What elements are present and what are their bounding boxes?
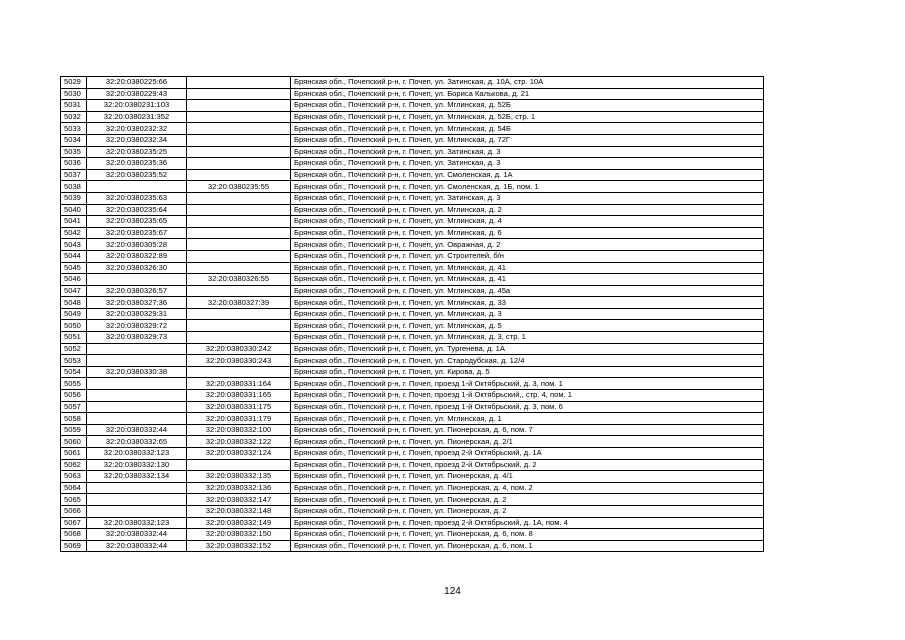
table-row — [61, 88, 764, 100]
address-cell: Брянская обл., Почепский р-н, г. Почеп, проезд 2-й Октябрьский, д. 1А, пом. 4 — [291, 517, 764, 529]
table-row — [61, 401, 764, 413]
address-cell: Брянская обл., Почепский р-н, г. Почеп, проезд 1-й Октябрьский,, стр. 4, пом. 1 — [291, 390, 764, 402]
address-cell: Брянская обл., Почепский р-н, г. Почеп, ул. Кирова, д. 5 — [291, 366, 764, 378]
table-row — [61, 320, 764, 332]
row-number-cell: 5055 — [61, 378, 87, 390]
building-cadastral-number-cell — [187, 88, 291, 100]
row-number-cell: 5038 — [61, 181, 87, 193]
land-cadastral-number-cell — [87, 505, 187, 517]
address-cell: Брянская обл., Почепский р-н, г. Почеп, ул. Мглинская, д. 3 — [291, 308, 764, 320]
address-cell: Брянская обл., Почепский р-н, г. Почеп, ул. Пионерская, д. 6, пом. 8 — [291, 529, 764, 541]
row-number-cell: 5060 — [61, 436, 87, 448]
building-cadastral-number-cell: 32:20:0380331:175 — [187, 401, 291, 413]
address-cell: Брянская обл., Почепский р-н, г. Почеп, ул. Мглинская, д. 6 — [291, 227, 764, 239]
table-row — [61, 100, 764, 112]
land-cadastral-number-cell: 32:20:0380330:38 — [87, 366, 187, 378]
table-row — [61, 436, 764, 448]
table-row — [61, 424, 764, 436]
row-number-cell: 5041 — [61, 216, 87, 228]
building-cadastral-number-cell — [187, 169, 291, 181]
building-cadastral-number-cell: 32:20:0380332:152 — [187, 540, 291, 552]
row-number-cell: 5033 — [61, 123, 87, 135]
page-number: 124 — [444, 586, 461, 597]
cadastral-table — [60, 76, 764, 552]
table-row — [61, 471, 764, 483]
building-cadastral-number-cell — [187, 111, 291, 123]
building-cadastral-number-cell — [187, 146, 291, 158]
table-row — [61, 517, 764, 529]
address-cell: Брянская обл., Почепский р-н, г. Почеп, ул. Затинская, д. 3 — [291, 192, 764, 204]
address-cell: Брянская обл., Почепский р-н, г. Почеп, ул. Мглинская, д. 72Г — [291, 134, 764, 146]
land-cadastral-number-cell: 32:20:0380332:44 — [87, 529, 187, 541]
row-number-cell: 5057 — [61, 401, 87, 413]
building-cadastral-number-cell: 32:20:0380332:148 — [187, 505, 291, 517]
table-row — [61, 262, 764, 274]
row-number-cell: 5058 — [61, 413, 87, 425]
address-cell: Брянская обл., Почепский р-н, г. Почеп, проезд 1-й Октябрьский, д. 3, пом. 1 — [291, 378, 764, 390]
building-cadastral-number-cell: 32:20:0380332:147 — [187, 494, 291, 506]
row-number-cell: 5039 — [61, 192, 87, 204]
address-cell: Брянская обл., Почепский р-н, г. Почеп, проезд 2-й Октябрьский, д. 1А — [291, 448, 764, 460]
building-cadastral-number-cell: 32:20:0380331:164 — [187, 378, 291, 390]
land-cadastral-number-cell: 32:20:0380329:72 — [87, 320, 187, 332]
land-cadastral-number-cell: 32:20:0380326:57 — [87, 285, 187, 297]
land-cadastral-number-cell: 32:20:0380305:28 — [87, 239, 187, 251]
land-cadastral-number-cell: 32:20:0380326:30 — [87, 262, 187, 274]
address-cell: Брянская обл., Почепский р-н, г. Почеп, ул. Стародубская, д. 12/4 — [291, 355, 764, 367]
building-cadastral-number-cell — [187, 459, 291, 471]
building-cadastral-number-cell: 32:20:0380332:122 — [187, 436, 291, 448]
table-row — [61, 192, 764, 204]
building-cadastral-number-cell: 32:20:0380332:135 — [187, 471, 291, 483]
land-cadastral-number-cell: 32:20:0380332:123 — [87, 448, 187, 460]
land-cadastral-number-cell — [87, 390, 187, 402]
address-cell: Брянская обл., Почепский р-н, г. Почеп, ул. Бориса Калькова, д. 21 — [291, 88, 764, 100]
land-cadastral-number-cell: 32:20:0380235:63 — [87, 192, 187, 204]
address-cell: Брянская обл., Почепский р-н, г. Почеп, ул. Мглинская, д. 41 — [291, 262, 764, 274]
address-cell: Брянская обл., Почепский р-н, г. Почеп, проезд 2-й Октябрьский, д. 2 — [291, 459, 764, 471]
row-number-cell: 5048 — [61, 297, 87, 309]
land-cadastral-number-cell: 32:20:0380235:67 — [87, 227, 187, 239]
land-cadastral-number-cell: 32:20:0380332:134 — [87, 471, 187, 483]
address-cell: Брянская обл., Почепский р-н, г. Почеп, ул. Мглинская, д. 45а — [291, 285, 764, 297]
table-row — [61, 297, 764, 309]
table-body — [61, 77, 764, 552]
row-number-cell: 5066 — [61, 505, 87, 517]
row-number-cell: 5029 — [61, 77, 87, 89]
land-cadastral-number-cell — [87, 343, 187, 355]
land-cadastral-number-cell: 32:20:0380231:103 — [87, 100, 187, 112]
address-cell: Брянская обл., Почепский р-н, г. Почеп, ул. Тургенева, д. 1А — [291, 343, 764, 355]
building-cadastral-number-cell — [187, 227, 291, 239]
table-row — [61, 285, 764, 297]
land-cadastral-number-cell: 32:20:0380235:65 — [87, 216, 187, 228]
building-cadastral-number-cell — [187, 332, 291, 344]
land-cadastral-number-cell: 32:20:0380235:64 — [87, 204, 187, 216]
table-row — [61, 413, 764, 425]
land-cadastral-number-cell: 32:20:0380329:31 — [87, 308, 187, 320]
building-cadastral-number-cell — [187, 123, 291, 135]
address-cell: Брянская обл., Почепский р-н, г. Почеп, ул. Пионерская, д. 2 — [291, 494, 764, 506]
address-cell: Брянская обл., Почепский р-н, г. Почеп, ул. Смоленская, д. 1Б, пом. 1 — [291, 181, 764, 193]
land-cadastral-number-cell: 32:20:0380235:52 — [87, 169, 187, 181]
building-cadastral-number-cell — [187, 158, 291, 170]
address-cell: Брянская обл., Почепский р-н, г. Почеп, ул. Мглинская, д. 4 — [291, 216, 764, 228]
land-cadastral-number-cell: 32:20:0380327:36 — [87, 297, 187, 309]
row-number-cell: 5044 — [61, 250, 87, 262]
building-cadastral-number-cell — [187, 285, 291, 297]
building-cadastral-number-cell — [187, 308, 291, 320]
land-cadastral-number-cell: 32:20:0380229:43 — [87, 88, 187, 100]
building-cadastral-number-cell: 32:20:0380332:100 — [187, 424, 291, 436]
land-cadastral-number-cell — [87, 482, 187, 494]
row-number-cell: 5064 — [61, 482, 87, 494]
row-number-cell: 5043 — [61, 239, 87, 251]
row-number-cell: 5065 — [61, 494, 87, 506]
row-number-cell: 5067 — [61, 517, 87, 529]
address-cell: Брянская обл., Почепский р-н, г. Почеп, проезд 1-й Октябрьский, д. 3, пом. 6 — [291, 401, 764, 413]
table-row — [61, 529, 764, 541]
land-cadastral-number-cell: 32:20:0380332:44 — [87, 424, 187, 436]
table-row — [61, 181, 764, 193]
address-cell: Брянская обл., Почепский р-н, г. Почеп, ул. Затинская, д. 3 — [291, 146, 764, 158]
row-number-cell: 5063 — [61, 471, 87, 483]
row-number-cell: 5047 — [61, 285, 87, 297]
building-cadastral-number-cell: 32:20:0380331:165 — [187, 390, 291, 402]
table-row — [61, 134, 764, 146]
building-cadastral-number-cell: 32:20:0380332:149 — [187, 517, 291, 529]
table-row — [61, 111, 764, 123]
row-number-cell: 5059 — [61, 424, 87, 436]
land-cadastral-number-cell — [87, 181, 187, 193]
building-cadastral-number-cell: 32:20:0380332:136 — [187, 482, 291, 494]
address-cell: Брянская обл., Почепский р-н, г. Почеп, ул. Мглинская, д. 52Б, стр. 1 — [291, 111, 764, 123]
building-cadastral-number-cell — [187, 216, 291, 228]
table-row — [61, 390, 764, 402]
land-cadastral-number-cell — [87, 378, 187, 390]
building-cadastral-number-cell — [187, 77, 291, 89]
address-cell: Брянская обл., Почепский р-н, г. Почеп, ул. Затинская, д. 3 — [291, 158, 764, 170]
land-cadastral-number-cell: 32:20:0380332:65 — [87, 436, 187, 448]
table-row — [61, 123, 764, 135]
row-number-cell: 5040 — [61, 204, 87, 216]
table-row — [61, 448, 764, 460]
land-cadastral-number-cell — [87, 401, 187, 413]
table-row — [61, 146, 764, 158]
row-number-cell: 5030 — [61, 88, 87, 100]
table-row — [61, 227, 764, 239]
table-row — [61, 239, 764, 251]
land-cadastral-number-cell — [87, 413, 187, 425]
land-cadastral-number-cell: 32:20:0380225:66 — [87, 77, 187, 89]
address-cell: Брянская обл., Почепский р-н, г. Почеп, ул. Смоленская, д. 1А — [291, 169, 764, 181]
land-cadastral-number-cell: 32:20:0380332:123 — [87, 517, 187, 529]
address-cell: Брянская обл., Почепский р-н, г. Почеп, ул. Овражная, д. 2 — [291, 239, 764, 251]
row-number-cell: 5056 — [61, 390, 87, 402]
table-row — [61, 343, 764, 355]
table-row — [61, 158, 764, 170]
building-cadastral-number-cell: 32:20:0380235:55 — [187, 181, 291, 193]
address-cell: Брянская обл., Почепский р-н, г. Почеп, ул. Мглинская, д. 2 — [291, 204, 764, 216]
land-cadastral-number-cell: 32:20:0380232:34 — [87, 134, 187, 146]
building-cadastral-number-cell: 32:20:0380330:242 — [187, 343, 291, 355]
table-row — [61, 540, 764, 552]
table-row — [61, 378, 764, 390]
row-number-cell: 5045 — [61, 262, 87, 274]
address-cell: Брянская обл., Почепский р-н, г. Почеп, ул. Мглинская, д. 1 — [291, 413, 764, 425]
building-cadastral-number-cell — [187, 366, 291, 378]
row-number-cell: 5037 — [61, 169, 87, 181]
row-number-cell: 5046 — [61, 274, 87, 286]
table-row — [61, 332, 764, 344]
address-cell: Брянская обл., Почепский р-н, г. Почеп, ул. Мглинская, д. 33 — [291, 297, 764, 309]
row-number-cell: 5049 — [61, 308, 87, 320]
table-row — [61, 169, 764, 181]
row-number-cell: 5042 — [61, 227, 87, 239]
table-row — [61, 494, 764, 506]
table-row — [61, 366, 764, 378]
row-number-cell: 5035 — [61, 146, 87, 158]
land-cadastral-number-cell: 32:20:0380332:130 — [87, 459, 187, 471]
address-cell: Брянская обл., Почепский р-н, г. Почеп, ул. Пионерская, д. 4/1 — [291, 471, 764, 483]
row-number-cell: 5051 — [61, 332, 87, 344]
building-cadastral-number-cell — [187, 239, 291, 251]
building-cadastral-number-cell: 32:20:0380326:55 — [187, 274, 291, 286]
building-cadastral-number-cell: 32:20:0380327:39 — [187, 297, 291, 309]
land-cadastral-number-cell — [87, 494, 187, 506]
building-cadastral-number-cell — [187, 320, 291, 332]
table-row — [61, 308, 764, 320]
row-number-cell: 5053 — [61, 355, 87, 367]
address-cell: Брянская обл., Почепский р-н, г. Почеп, ул. Пионерская, д. 4, пом. 2 — [291, 482, 764, 494]
land-cadastral-number-cell: 32:20:0380322:89 — [87, 250, 187, 262]
land-cadastral-number-cell: 32:20:0380232:32 — [87, 123, 187, 135]
address-cell: Брянская обл., Почепский р-н, г. Почеп, ул. Мглинская, д. 52Б — [291, 100, 764, 112]
table-row — [61, 77, 764, 89]
table-row — [61, 355, 764, 367]
address-cell: Брянская обл., Почепский р-н, г. Почеп, ул. Пионерская, д. 6, пом. 1 — [291, 540, 764, 552]
building-cadastral-number-cell — [187, 192, 291, 204]
row-number-cell: 5031 — [61, 100, 87, 112]
row-number-cell: 5054 — [61, 366, 87, 378]
table-row — [61, 250, 764, 262]
address-cell: Брянская обл., Почепский р-н, г. Почеп, ул. Строителей, б/н — [291, 250, 764, 262]
land-cadastral-number-cell: 32:20:0380231:352 — [87, 111, 187, 123]
row-number-cell: 5050 — [61, 320, 87, 332]
row-number-cell: 5061 — [61, 448, 87, 460]
row-number-cell: 5062 — [61, 459, 87, 471]
address-cell: Брянская обл., Почепский р-н, г. Почеп, ул. Мглинская, д. 41 — [291, 274, 764, 286]
table-row — [61, 216, 764, 228]
address-cell: Брянская обл., Почепский р-н, г. Почеп, ул. Мглинская, д. 54Б — [291, 123, 764, 135]
building-cadastral-number-cell — [187, 250, 291, 262]
land-cadastral-number-cell: 32:20:0380332:44 — [87, 540, 187, 552]
building-cadastral-number-cell: 32:20:0380332:124 — [187, 448, 291, 460]
row-number-cell: 5034 — [61, 134, 87, 146]
table-row — [61, 505, 764, 517]
row-number-cell: 5068 — [61, 529, 87, 541]
address-cell: Брянская обл., Почепский р-н, г. Почеп, ул. Мглинская, д. 5 — [291, 320, 764, 332]
table-row — [61, 204, 764, 216]
building-cadastral-number-cell — [187, 134, 291, 146]
building-cadastral-number-cell: 32:20:0380330:243 — [187, 355, 291, 367]
table-row — [61, 482, 764, 494]
address-cell: Брянская обл., Почепский р-н, г. Почеп, ул. Затинская, д. 10А, стр. 10А — [291, 77, 764, 89]
table-row — [61, 274, 764, 286]
address-cell: Брянская обл., Почепский р-н, г. Почеп, ул. Пионерская, д. 2/1 — [291, 436, 764, 448]
row-number-cell: 5052 — [61, 343, 87, 355]
table-row — [61, 459, 764, 471]
building-cadastral-number-cell — [187, 262, 291, 274]
row-number-cell: 5036 — [61, 158, 87, 170]
land-cadastral-number-cell: 32:20:0380235:36 — [87, 158, 187, 170]
land-cadastral-number-cell: 32:20:0380235:25 — [87, 146, 187, 158]
land-cadastral-number-cell — [87, 355, 187, 367]
land-cadastral-number-cell: 32:20:0380329:73 — [87, 332, 187, 344]
building-cadastral-number-cell: 32:20:0380331:179 — [187, 413, 291, 425]
address-cell: Брянская обл., Почепский р-н, г. Почеп, ул. Мглинская, д. 3, стр. 1 — [291, 332, 764, 344]
address-cell: Брянская обл., Почепский р-н, г. Почеп, ул. Пионерская, д. 6, пом. 7 — [291, 424, 764, 436]
row-number-cell: 5069 — [61, 540, 87, 552]
building-cadastral-number-cell: 32:20:0380332:150 — [187, 529, 291, 541]
row-number-cell: 5032 — [61, 111, 87, 123]
land-cadastral-number-cell — [87, 274, 187, 286]
address-cell: Брянская обл., Почепский р-н, г. Почеп, ул. Пионерская, д. 2 — [291, 505, 764, 517]
building-cadastral-number-cell — [187, 100, 291, 112]
building-cadastral-number-cell — [187, 204, 291, 216]
